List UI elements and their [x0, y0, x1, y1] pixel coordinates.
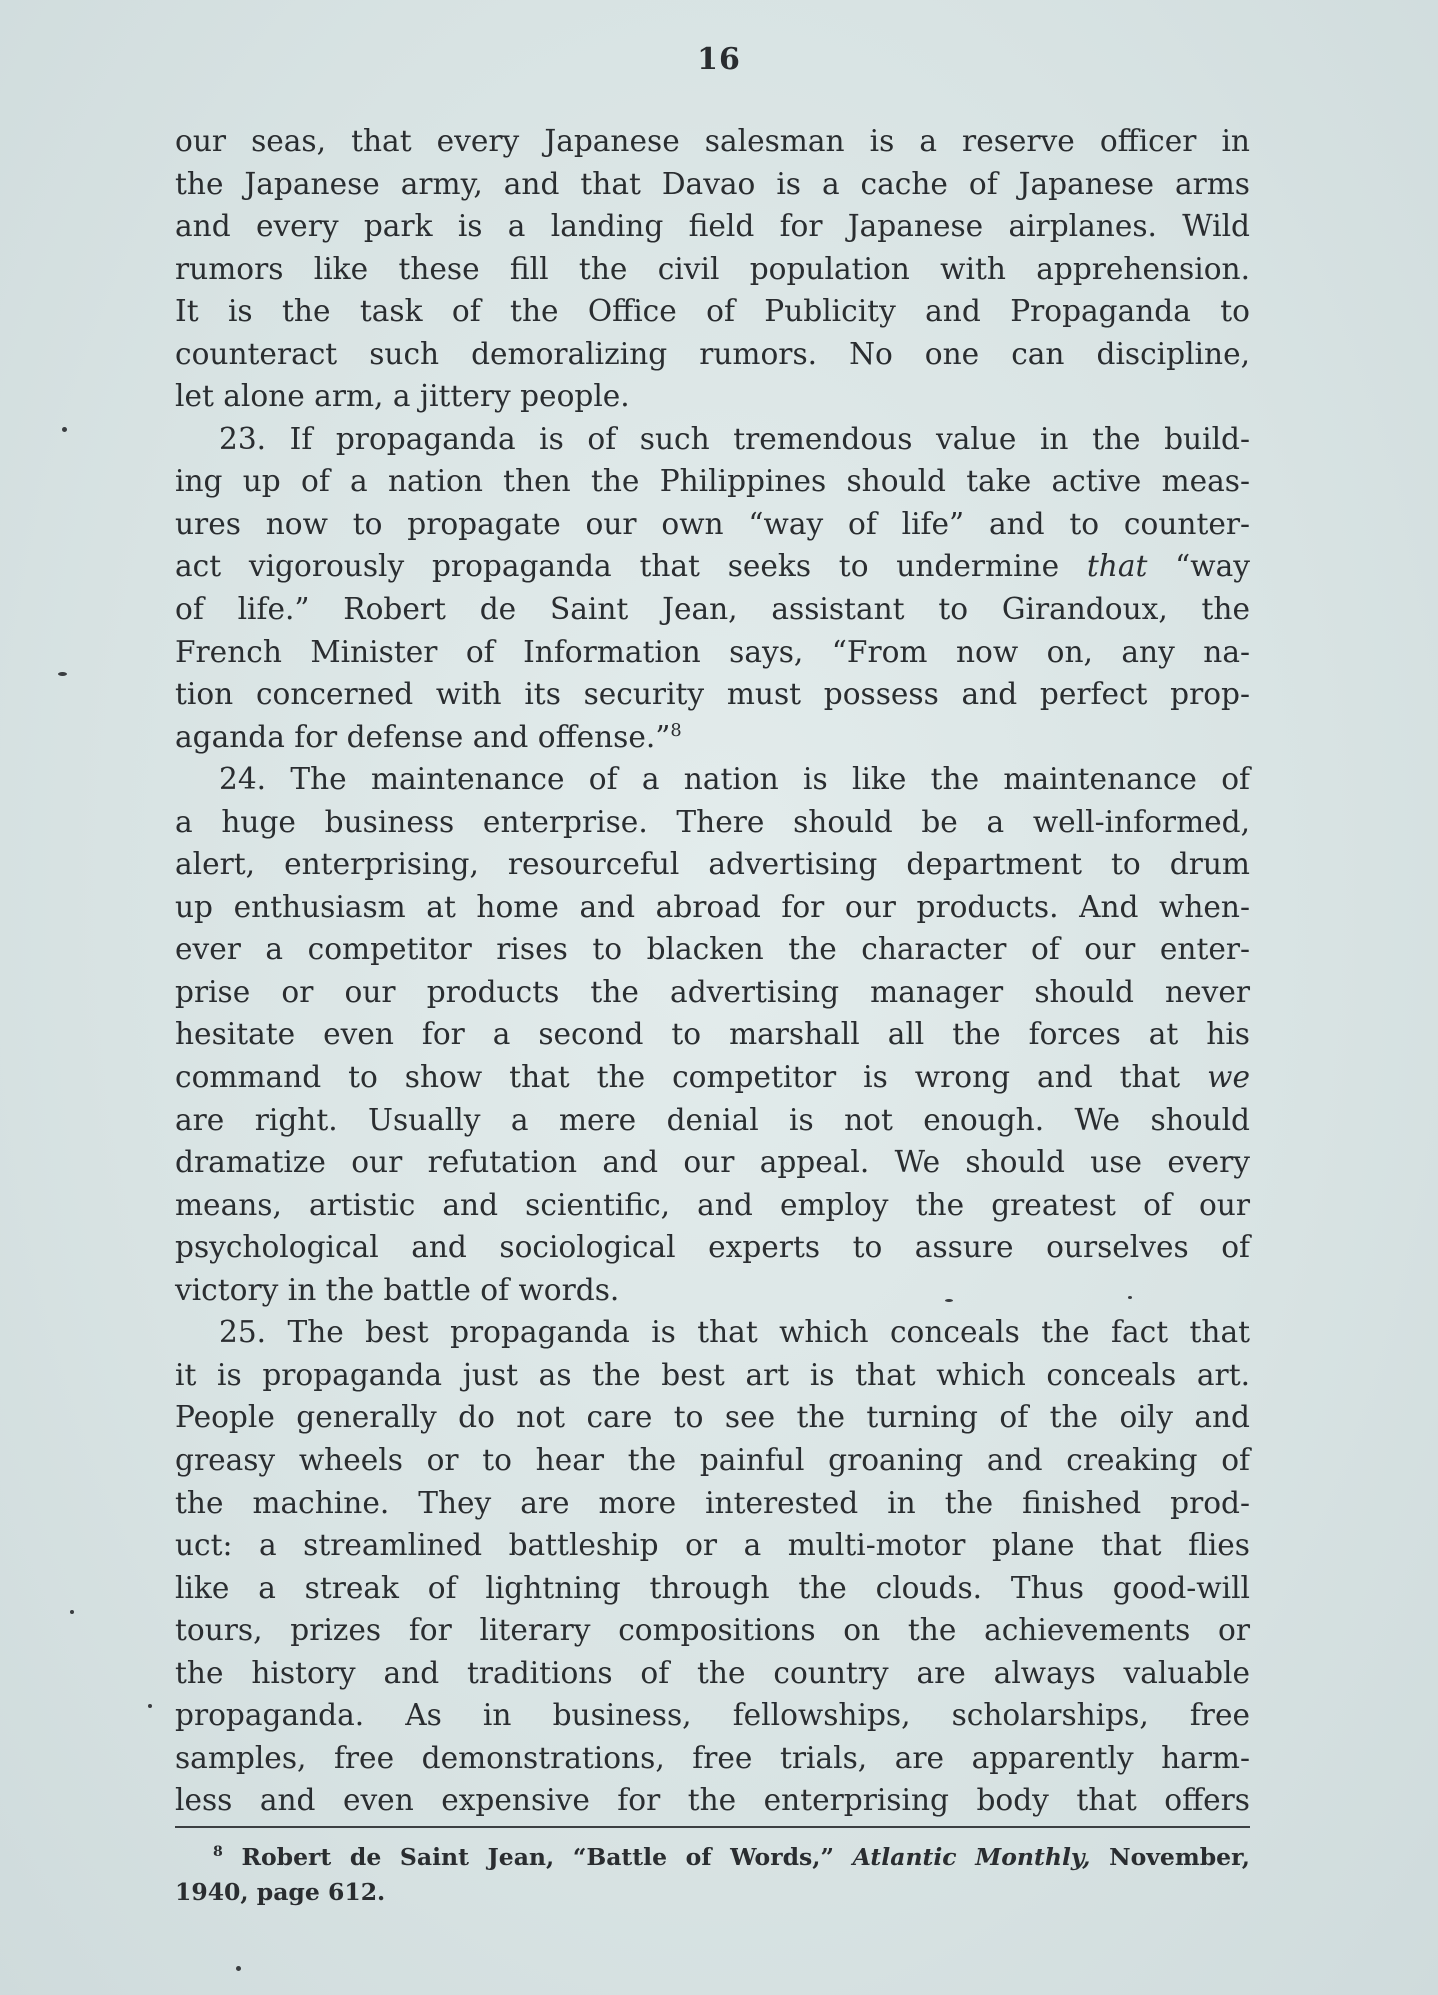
- body-line-text: French Minister of Information says, “From now on, any na-: [175, 634, 1250, 669]
- body-line-text: less and even expensive for the enterprising body that offers: [175, 1783, 1250, 1818]
- body-line-text: it is propaganda just as the best art is that which conceals art.: [175, 1357, 1250, 1392]
- body-line-text: dramatize our refutation and our appeal. We should use every: [175, 1145, 1250, 1180]
- body-line: [175, 928, 1250, 971]
- footnote-text-before: Robert de Saint Jean, “Battle of Words,”: [241, 1843, 834, 1871]
- footnote-marker: 8: [213, 1844, 223, 1861]
- scan-speck: [1128, 1296, 1132, 1299]
- body-line-text: 24. The maintenance of a nation is like the maintenance of: [219, 762, 1250, 797]
- body-line-text: act vigorously propaganda that seeks to undermine: [175, 549, 1060, 584]
- body-line-text: ures now to propagate our own “way of life” and to counter-: [175, 506, 1250, 541]
- body-line: [175, 673, 1250, 716]
- body-line: [175, 418, 1250, 461]
- body-line: [175, 588, 1250, 631]
- body-line: [175, 1737, 1250, 1780]
- body-line-text: the Japanese army, and that Davao is a cache of Japanese arms: [175, 166, 1250, 201]
- body-line: [175, 205, 1250, 248]
- body-line-text: our seas, that every Japanese salesman is a reserve officer in: [175, 124, 1250, 158]
- body-line-text: It is the task of the Office of Publicity and Propaganda to: [175, 294, 1250, 329]
- body-line-text: hesitate even for a second to marshall all the forces at his: [175, 1017, 1250, 1052]
- body-line: [175, 843, 1250, 886]
- body-line: [175, 1056, 1250, 1099]
- body-line-text: ing up of a nation then the Philippines should take active meas-: [175, 464, 1250, 499]
- body-line: [175, 503, 1250, 546]
- body-line-text: samples, free demonstrations, free trials, are apparently harm-: [175, 1740, 1250, 1775]
- body-line: [175, 716, 1250, 759]
- body-line-text: 25. The best propaganda is that which conceals the fact that: [219, 1315, 1250, 1350]
- page-number: 16: [697, 42, 741, 77]
- body-line: [175, 1652, 1250, 1695]
- body-line: [175, 375, 1250, 418]
- body-line-text-after: “way: [1175, 549, 1250, 584]
- body-line: [175, 758, 1250, 801]
- body-line-text: and every park is a landing field for Japanese airplanes. Wild: [175, 209, 1250, 244]
- body-line: [175, 460, 1250, 503]
- footnote-line-2: 1940, page 612.: [175, 1878, 386, 1906]
- body-line: [175, 1269, 1250, 1312]
- body-line-text: up enthusiasm at home and abroad for our products. And when-: [175, 889, 1250, 924]
- body-line: [175, 1141, 1250, 1184]
- body-line: [175, 120, 1250, 163]
- body-line: [175, 1354, 1250, 1397]
- body-line-text: a huge business enterprise. There should be a well-informed,: [175, 804, 1250, 839]
- body-line-text: uct: a streamlined battleship or a multi-motor plane that flies: [175, 1528, 1250, 1563]
- body-line-text: means, artistic and scientific, and employ the greatest of our: [175, 1187, 1250, 1222]
- footnote-text-after: November,: [1109, 1843, 1250, 1871]
- emphasized-word: that: [1086, 549, 1148, 584]
- body-line: [175, 333, 1250, 376]
- scan-speck: [148, 1704, 152, 1708]
- body-line: [175, 248, 1250, 291]
- body-line: [175, 1567, 1250, 1610]
- body-line-text: alert, enterprising, resourceful advertising department to drum: [175, 847, 1250, 882]
- body-line: [175, 886, 1250, 929]
- body-line: [175, 1226, 1250, 1269]
- body-line: [175, 801, 1250, 844]
- body-line: [175, 1099, 1250, 1142]
- body-line-text: greasy wheels or to hear the painful groaning and creaking of: [175, 1442, 1250, 1477]
- body-line-text: People generally do not care to see the turning of the oily and: [175, 1400, 1250, 1435]
- scan-speck: [236, 1966, 241, 1971]
- body-line: [175, 1694, 1250, 1737]
- body-line: [175, 163, 1250, 206]
- body-line-text: victory in the battle of words.: [175, 1272, 620, 1307]
- body-line: [175, 1439, 1250, 1482]
- body-line: [175, 1482, 1250, 1525]
- body-line-text: the history and traditions of the country are always valuable: [175, 1655, 1250, 1690]
- body-line: [175, 1013, 1250, 1056]
- body-line: [175, 971, 1250, 1014]
- body-line: [175, 1311, 1250, 1354]
- body-line-text: command to show that the competitor is wrong and that: [175, 1060, 1181, 1095]
- footnote-reference: 8: [670, 720, 682, 741]
- footnote-rule: [175, 1826, 1250, 1828]
- body-line-text: rumors like these fill the civil population with apprehension.: [175, 251, 1250, 286]
- body-line-text: tours, prizes for literary compositions on the achievements or: [175, 1613, 1250, 1648]
- body-line-text: the machine. They are more interested in the finished prod-: [175, 1485, 1250, 1520]
- body-line-text: prise or our products the advertising manager should never: [175, 974, 1250, 1009]
- body-line-text: aganda for defense and offense.”: [175, 719, 671, 754]
- body-line: [175, 1524, 1250, 1567]
- scan-speck: [945, 1299, 953, 1302]
- body-line: [175, 1779, 1250, 1822]
- body-line: [175, 545, 1250, 588]
- body-line-text: are right. Usually a mere denial is not enough. We should: [175, 1102, 1250, 1137]
- scan-speck: [70, 1610, 74, 1614]
- emphasized-word: we: [1207, 1060, 1250, 1095]
- body-line-text: counteract such demoralizing rumors. No one can discipline,: [175, 336, 1250, 371]
- body-line-text: propaganda. As in business, fellowships, scholarships, free: [175, 1698, 1250, 1733]
- body-line-text: like a streak of lightning through the clouds. Thus good-will: [175, 1570, 1250, 1605]
- body-line-text: of life.” Robert de Saint Jean, assistant to Girandoux, the: [175, 592, 1250, 627]
- body-line: [175, 290, 1250, 333]
- body-line-text: 23. If propaganda is of such tremendous value in the build-: [219, 421, 1250, 456]
- body-line: [175, 1396, 1250, 1439]
- scan-speck: [62, 427, 67, 432]
- body-line-text: tion concerned with its security must possess and perfect prop-: [175, 677, 1250, 712]
- body-line-text: let alone arm, a jittery people.: [175, 379, 630, 414]
- body-text: [175, 120, 1250, 1822]
- body-line: [175, 631, 1250, 674]
- body-line: [175, 1609, 1250, 1652]
- body-line-text: ever a competitor rises to blacken the character of our enter-: [175, 932, 1250, 967]
- body-line-text: psychological and sociological experts to assure ourselves of: [175, 1230, 1250, 1265]
- footnote-line-1: [175, 1840, 1250, 1875]
- footnote: [175, 1840, 1250, 1910]
- scan-speck: [58, 672, 67, 676]
- footnote-journal-title: Atlantic Monthly,: [852, 1843, 1091, 1871]
- body-line: [175, 1184, 1250, 1227]
